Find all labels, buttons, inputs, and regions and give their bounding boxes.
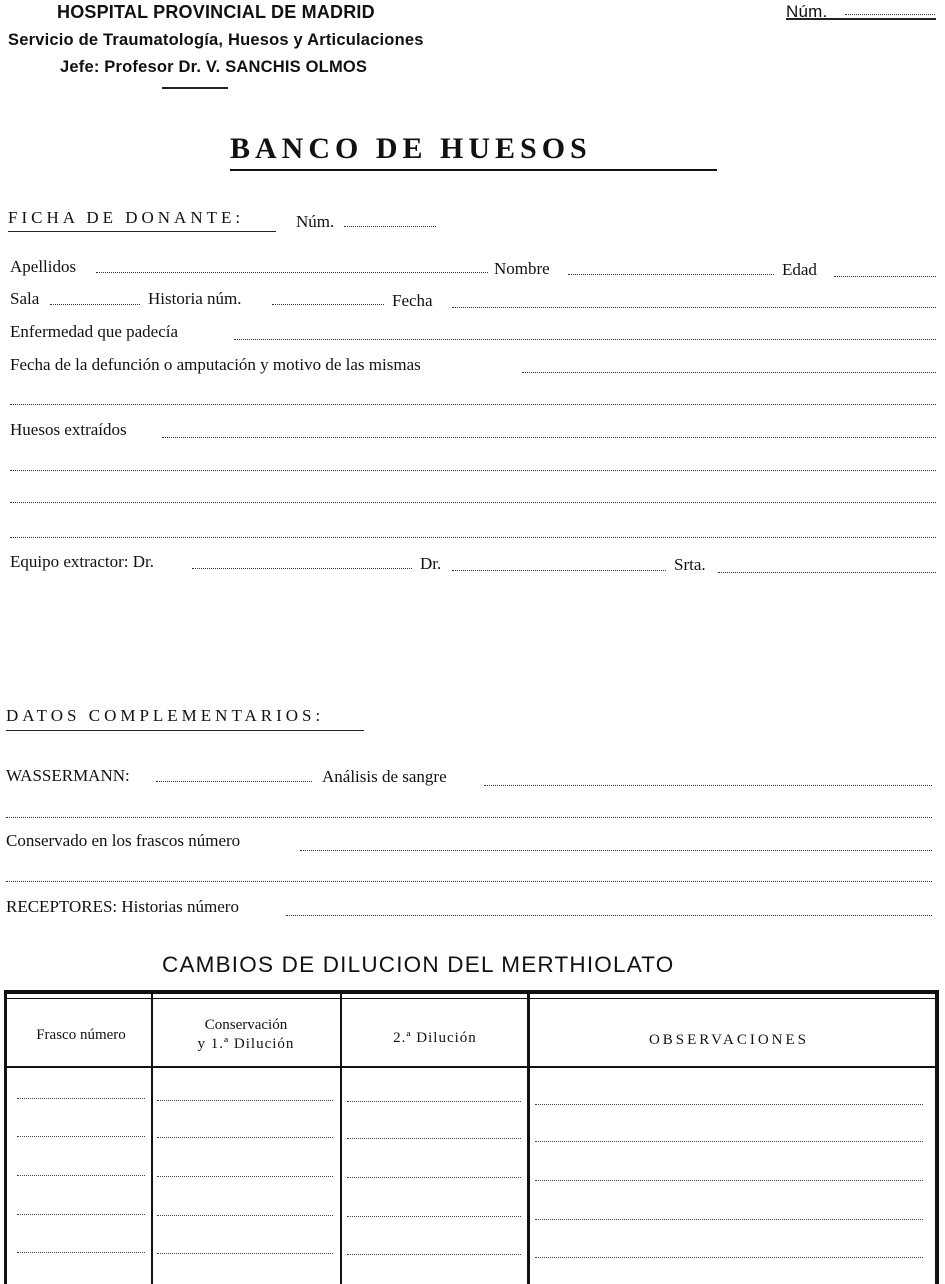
analisis-field-line2[interactable] [6,807,932,818]
row1-frasco-field[interactable] [17,1098,145,1099]
donor-section-underline [8,231,276,232]
fecha-label: Fecha [392,291,433,310]
page-title: BANCO DE HUESOS [230,132,592,165]
huesos-field-line4[interactable] [10,527,936,538]
row5-frasco-field[interactable] [17,1252,145,1253]
equipo-dr2-label: Dr. [420,554,442,573]
apellidos-label: Apellidos [10,257,77,276]
analisis-field[interactable] [484,775,932,786]
row4-frasco-field[interactable] [17,1214,145,1215]
sala-field[interactable] [50,294,140,305]
header-rule [162,87,228,89]
row5-dilucion-field[interactable] [347,1254,521,1255]
enfermedad-label: Enfermedad que padecía [10,322,179,341]
row3-observaciones-field[interactable] [535,1180,923,1181]
conservado-field-line2[interactable] [6,871,932,882]
table-title: CAMBIOS DE DILUCION DEL MERTHIOLATO [162,952,675,977]
sala-label: Sala [10,289,40,308]
historia-label: Historia núm. [148,289,242,308]
row2-frasco-field[interactable] [17,1136,145,1137]
analisis-label: Análisis de sangre [322,767,447,786]
top-num-label: Núm. [786,2,828,21]
row4-observaciones-field[interactable] [535,1219,923,1220]
complementary-section-title: DATOS COMPLEMENTARIOS: [6,706,325,725]
apellidos-field[interactable] [96,262,488,273]
service-name: Servicio de Traumatología, Huesos y Articulaciones [8,31,424,49]
equipo-srta-field[interactable] [718,562,936,573]
row4-dilucion-field[interactable] [347,1216,521,1217]
fecha-field[interactable] [452,297,936,308]
col-header-conservacion-1: Conservación [204,1017,288,1033]
nombre-field[interactable] [568,264,774,275]
historia-field[interactable] [272,294,384,305]
equipo-dr2-field[interactable] [452,560,666,571]
huesos-field-line2[interactable] [10,460,936,471]
col-header-frasco: Frasco número [36,1027,126,1043]
table-col-divider-3 [527,994,530,1284]
table-top-inner-rule [7,998,935,999]
complementary-section-underline [6,730,364,731]
receptores-label: RECEPTORES: Historias número [6,897,239,916]
huesos-field[interactable] [162,427,936,438]
table-header-rule [7,1066,935,1068]
top-num-field[interactable] [845,6,935,15]
top-num-rule [786,18,936,20]
title-underline [230,169,717,171]
huesos-label: Huesos extraídos [10,420,127,439]
row4-conservacion-field[interactable] [157,1215,333,1216]
hospital-name: HOSPITAL PROVINCIAL DE MADRID [57,2,375,22]
donor-num-label: Núm. [296,212,335,231]
row1-dilucion-field[interactable] [347,1101,521,1102]
defuncion-field-line2[interactable] [10,394,936,405]
receptores-field[interactable] [286,905,932,916]
row3-conservacion-field[interactable] [157,1176,333,1177]
row1-observaciones-field[interactable] [535,1104,923,1105]
chief-name: Jefe: Profesor Dr. V. SANCHIS OLMOS [60,58,368,76]
edad-field[interactable] [834,266,936,277]
donor-section-title: FICHA DE DONANTE: [8,208,245,227]
row3-dilucion-field[interactable] [347,1177,521,1178]
row2-observaciones-field[interactable] [535,1141,923,1142]
row5-conservacion-field[interactable] [157,1253,333,1254]
dilution-table [4,990,939,1284]
wassermann-field[interactable] [156,771,312,782]
huesos-field-line3[interactable] [10,492,936,503]
col-header-conservacion-2: y 1.ª Dilución [197,1036,295,1052]
row2-conservacion-field[interactable] [157,1137,333,1138]
col-header-segunda-dilucion: 2.ª Dilución [393,1030,477,1046]
col-header-observaciones: OBSERVACIONES [648,1032,810,1048]
equipo-srta-label: Srta. [674,555,706,574]
conservado-field[interactable] [300,840,932,851]
donor-num-field[interactable] [344,216,436,227]
edad-label: Edad [782,260,817,279]
equipo-dr1-field[interactable] [192,558,412,569]
enfermedad-field[interactable] [234,329,936,340]
table-col-divider-2 [340,994,342,1284]
row2-dilucion-field[interactable] [347,1138,521,1139]
conservado-label: Conservado en los frascos número [6,831,241,850]
nombre-label: Nombre [494,259,550,278]
row5-observaciones-field[interactable] [535,1257,923,1258]
defuncion-label: Fecha de la defunción o amputación y motivo de las mismas [10,355,421,374]
wassermann-label: WASSERMANN: [6,766,130,785]
equipo-label: Equipo extractor: Dr. [10,552,154,571]
row1-conservacion-field[interactable] [157,1100,333,1101]
row3-frasco-field[interactable] [17,1175,145,1176]
defuncion-field[interactable] [522,362,936,373]
